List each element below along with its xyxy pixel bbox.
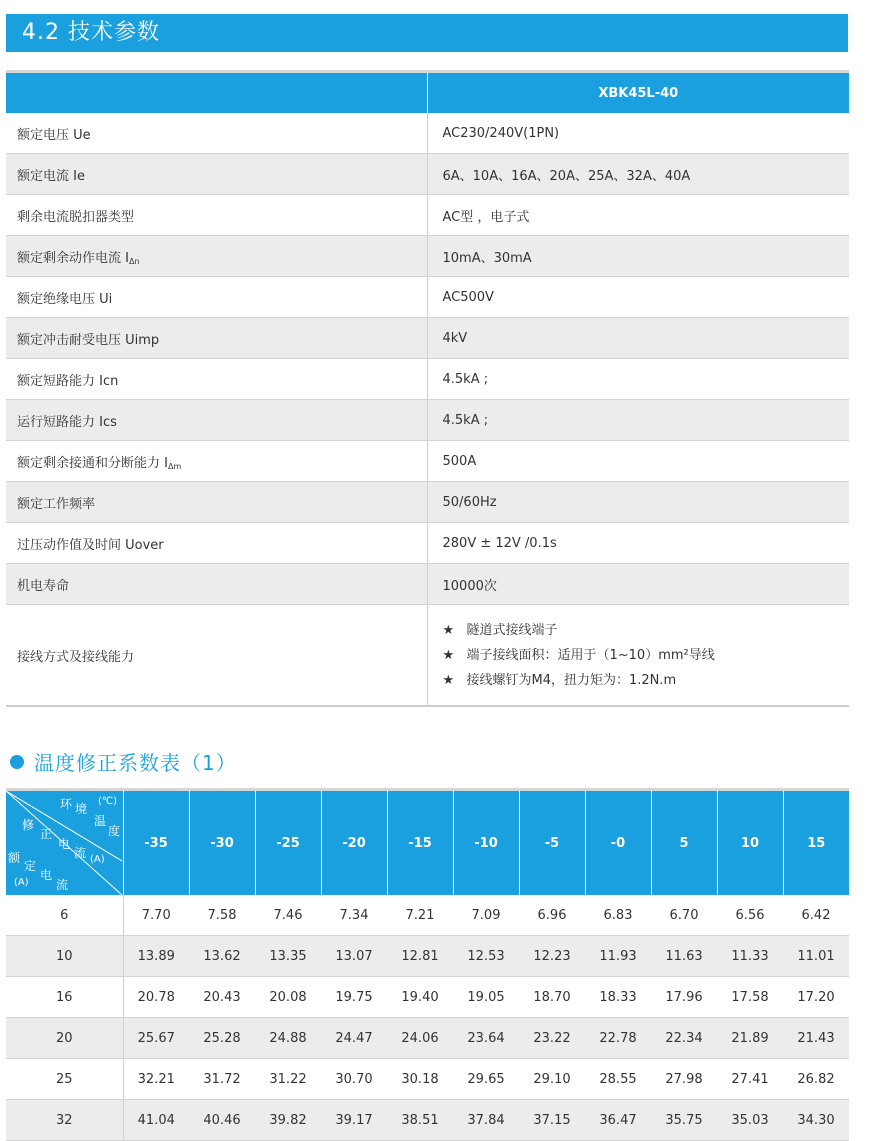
- corrected-current-cell: 22.78: [585, 1018, 651, 1059]
- corrected-current-cell: 7.21: [387, 895, 453, 936]
- corrected-current-cell: 11.63: [651, 936, 717, 977]
- rated-current-cell: 25: [6, 1059, 123, 1100]
- spec-row: [6, 318, 849, 359]
- corner-label-char: 正: [40, 827, 53, 841]
- corrected-current-cell: 21.43: [783, 1018, 849, 1059]
- corrected-current-cell: 13.89: [123, 936, 189, 977]
- spec-label: 额定电流 Ie: [6, 154, 427, 195]
- corrected-current-cell: 13.07: [321, 936, 387, 977]
- corrected-current-cell: 17.58: [717, 977, 783, 1018]
- spec-row: [6, 482, 849, 523]
- corner-label-char: 修: [22, 818, 35, 832]
- table-row: [6, 1100, 849, 1141]
- corrected-current-cell: 26.82: [783, 1059, 849, 1100]
- corrected-current-cell: 19.05: [453, 977, 519, 1018]
- model-name: XBK45L-40: [427, 72, 849, 114]
- corrected-current-cell: 20.08: [255, 977, 321, 1018]
- rated-current-cell: 16: [6, 977, 123, 1018]
- spec-row: [6, 564, 849, 605]
- temperature-header: 5: [651, 790, 717, 896]
- corrected-current-cell: 38.51: [387, 1100, 453, 1141]
- rated-current-cell: 20: [6, 1018, 123, 1059]
- corrected-current-cell: 28.55: [585, 1059, 651, 1100]
- temperature-header: 15: [783, 790, 849, 896]
- table-row: [6, 936, 849, 977]
- corrected-current-cell: 34.30: [783, 1100, 849, 1141]
- spec-value: 6A、10A、16A、20A、25A、32A、40A: [427, 154, 849, 195]
- corrected-current-cell: 11.01: [783, 936, 849, 977]
- spec-label-text: 额定剩余动作电流 I: [17, 250, 129, 266]
- spec-label: 接线方式及接线能力: [6, 605, 427, 707]
- corrected-current-cell: 13.62: [189, 936, 255, 977]
- corner-label-char: 温: [94, 814, 107, 828]
- corrected-current-cell: 36.47: [585, 1100, 651, 1141]
- rated-current-cell: 6: [6, 895, 123, 936]
- spec-row: [6, 359, 849, 400]
- temperature-header: -35: [123, 790, 189, 896]
- table-row: [6, 1018, 849, 1059]
- corrected-current-cell: 31.22: [255, 1059, 321, 1100]
- corrected-current-cell: 12.23: [519, 936, 585, 977]
- corrected-current-cell: 20.43: [189, 977, 255, 1018]
- spec-value: AC230/240V(1PN): [427, 113, 849, 154]
- spec-label: 运行短路能力 Ics: [6, 400, 427, 441]
- spec-label: [6, 236, 427, 277]
- spec-value: 4kV: [427, 318, 849, 359]
- spec-label: 额定冲击耐受电压 Uimp: [6, 318, 427, 359]
- temperature-header: -0: [585, 790, 651, 896]
- corrected-current-cell: 19.75: [321, 977, 387, 1018]
- corrected-current-cell: 20.78: [123, 977, 189, 1018]
- spec-value: 10mA、30mA: [427, 236, 849, 277]
- corrected-current-cell: 23.64: [453, 1018, 519, 1059]
- corrected-current-cell: 7.46: [255, 895, 321, 936]
- corrected-current-cell: 7.58: [189, 895, 255, 936]
- corrected-current-cell: 17.20: [783, 977, 849, 1018]
- corrected-current-cell: 7.70: [123, 895, 189, 936]
- corrected-current-cell: 19.40: [387, 977, 453, 1018]
- spec-label: 额定短路能力 Icn: [6, 359, 427, 400]
- temperature-header: -25: [255, 790, 321, 896]
- spec-label: 额定电压 Ue: [6, 113, 427, 154]
- corrected-current-cell: 37.15: [519, 1100, 585, 1141]
- temperature-header: -20: [321, 790, 387, 896]
- spec-table: [6, 70, 849, 707]
- corrected-current-cell: 24.47: [321, 1018, 387, 1059]
- spec-header-row: [6, 72, 849, 114]
- corrected-current-cell: 18.70: [519, 977, 585, 1018]
- corner-header: [6, 791, 122, 895]
- wiring-item: [443, 618, 850, 643]
- temp-table-title: [10, 748, 237, 778]
- corrected-current-cell: 21.89: [717, 1018, 783, 1059]
- corner-label-char: 环: [60, 797, 73, 811]
- corrected-current-cell: 24.06: [387, 1018, 453, 1059]
- corrected-current-cell: 30.70: [321, 1059, 387, 1100]
- corrected-current-cell: 6.56: [717, 895, 783, 936]
- corrected-current-cell: 7.34: [321, 895, 387, 936]
- corner-label-unit: (℃): [98, 796, 118, 807]
- corrected-current-cell: 17.96: [651, 977, 717, 1018]
- corrected-current-cell: 18.33: [585, 977, 651, 1018]
- temp-header-row: [6, 790, 849, 896]
- corrected-current-cell: 39.17: [321, 1100, 387, 1141]
- spec-row: [6, 400, 849, 441]
- spec-value: AC型 ，电子式: [427, 195, 849, 236]
- corner-header-cell: [6, 790, 123, 896]
- temp-table-body: [6, 895, 849, 1141]
- table-row: [6, 895, 849, 936]
- corrected-current-cell: 27.98: [651, 1059, 717, 1100]
- spec-label: 额定工作频率: [6, 482, 427, 523]
- corner-label-char: 度: [108, 824, 121, 838]
- spec-value: 10000次: [427, 564, 849, 605]
- corrected-current-cell: 6.42: [783, 895, 849, 936]
- corrected-current-cell: 12.53: [453, 936, 519, 977]
- spec-label-text: 额定剩余接通和分断能力 I: [17, 455, 168, 471]
- spec-label: 过压动作值及时间 Uover: [6, 523, 427, 564]
- corner-label-unit: (A): [14, 877, 29, 888]
- wiring-list: [427, 605, 849, 707]
- spec-label-subscript: Δn: [128, 256, 140, 266]
- spec-label-subscript: Δm: [167, 461, 182, 471]
- corrected-current-cell: 32.21: [123, 1059, 189, 1100]
- corner-label-char: 电: [40, 868, 53, 882]
- corrected-current-cell: 24.88: [255, 1018, 321, 1059]
- corner-label-unit: (A): [90, 854, 105, 865]
- corrected-current-cell: 11.33: [717, 936, 783, 977]
- rated-current-cell: 10: [6, 936, 123, 977]
- corrected-current-cell: 35.75: [651, 1100, 717, 1141]
- corner-label-char: 流: [56, 878, 69, 892]
- spec-value: 280V ± 12V /0.1s: [427, 523, 849, 564]
- temperature-correction-table: [6, 788, 849, 1141]
- corrected-current-cell: 37.84: [453, 1100, 519, 1141]
- corner-label-char: 境: [75, 802, 88, 816]
- corrected-current-cell: 25.28: [189, 1018, 255, 1059]
- rated-current-cell: 32: [6, 1100, 123, 1141]
- temperature-header: -15: [387, 790, 453, 896]
- corrected-current-cell: 13.35: [255, 936, 321, 977]
- corrected-current-cell: 25.67: [123, 1018, 189, 1059]
- spec-value: 500A: [427, 441, 849, 482]
- wiring-item-text: 端子接线面积：适用于（1~10）mm²导线: [466, 647, 715, 663]
- corrected-current-cell: 29.65: [453, 1059, 519, 1100]
- table-row: [6, 1059, 849, 1100]
- corner-label-char: 流: [74, 846, 87, 860]
- spec-value: AC500V: [427, 277, 849, 318]
- spec-label: [6, 441, 427, 482]
- temperature-header: -10: [453, 790, 519, 896]
- spec-label: 额定绝缘电压 Ui: [6, 277, 427, 318]
- temperature-header: -30: [189, 790, 255, 896]
- corner-label-char: 电: [58, 837, 71, 851]
- spec-row: [6, 523, 849, 564]
- corrected-current-cell: 40.46: [189, 1100, 255, 1141]
- wiring-item: [443, 668, 850, 693]
- wiring-item-text: 接线螺钉为M4，扭力矩为：1.2N.m: [466, 672, 677, 688]
- spec-row: [6, 113, 849, 154]
- corrected-current-cell: 30.18: [387, 1059, 453, 1100]
- temperature-header: 10: [717, 790, 783, 896]
- spec-row: [6, 277, 849, 318]
- corrected-current-cell: 7.09: [453, 895, 519, 936]
- corrected-current-cell: 6.70: [651, 895, 717, 936]
- temperature-header: -5: [519, 790, 585, 896]
- corrected-current-cell: 41.04: [123, 1100, 189, 1141]
- spec-row: [6, 154, 849, 195]
- corner-label-char: 定: [24, 859, 37, 873]
- spec-label: 机电寿命: [6, 564, 427, 605]
- spec-row: [6, 236, 849, 277]
- spec-value: 50/60Hz: [427, 482, 849, 523]
- corrected-current-cell: 31.72: [189, 1059, 255, 1100]
- spec-row-wiring: [6, 605, 849, 707]
- corrected-current-cell: 35.03: [717, 1100, 783, 1141]
- corrected-current-cell: 6.83: [585, 895, 651, 936]
- corrected-current-cell: 29.10: [519, 1059, 585, 1100]
- corrected-current-cell: 11.93: [585, 936, 651, 977]
- spec-row: [6, 441, 849, 482]
- spec-value: 4.5kA ;: [427, 359, 849, 400]
- section-title: 4.2 技术参数: [6, 14, 848, 52]
- spec-value: 4.5kA ;: [427, 400, 849, 441]
- corrected-current-cell: 39.82: [255, 1100, 321, 1141]
- table-row: [6, 977, 849, 1018]
- spec-row: [6, 195, 849, 236]
- spec-label: 剩余电流脱扣器类型: [6, 195, 427, 236]
- bullet-dot-icon: [10, 755, 24, 769]
- wiring-item-text: 隧道式接线端子: [466, 622, 558, 638]
- corrected-current-cell: 12.81: [387, 936, 453, 977]
- corrected-current-cell: 6.96: [519, 895, 585, 936]
- wiring-item: [443, 643, 850, 668]
- star-icon: ★: [442, 647, 455, 663]
- star-icon: ★: [442, 672, 455, 688]
- star-icon: ★: [442, 622, 455, 638]
- corrected-current-cell: 23.22: [519, 1018, 585, 1059]
- corner-label-char: 额: [8, 851, 21, 865]
- spec-header-blank: [6, 72, 427, 114]
- corrected-current-cell: 27.41: [717, 1059, 783, 1100]
- corrected-current-cell: 22.34: [651, 1018, 717, 1059]
- temp-table-title-text: 温度修正系数表（1）: [34, 751, 237, 775]
